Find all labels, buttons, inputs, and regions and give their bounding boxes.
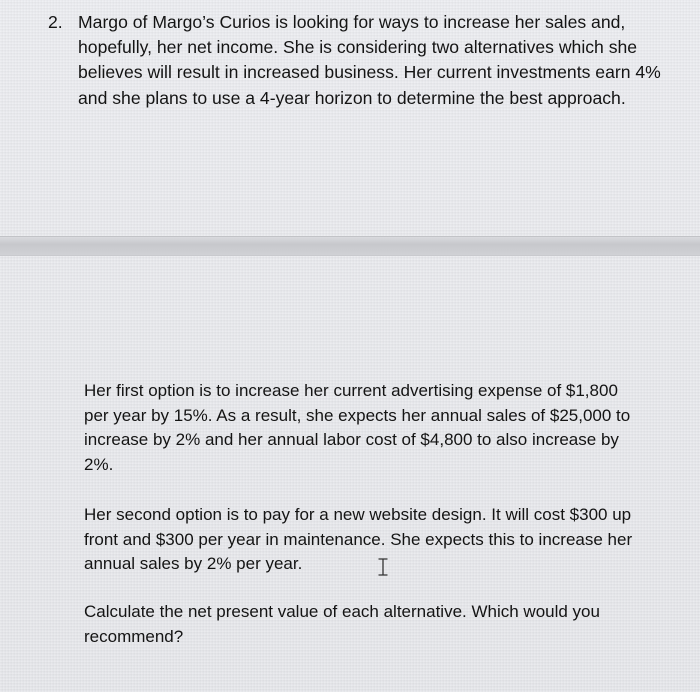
question-paragraph: Calculate the net present value of each alternative. Which would you recommend?	[84, 602, 600, 646]
problem-number: 2.	[48, 12, 63, 32]
problem-intro: Margo of Margo’s Curios is looking for ways to increase her sales and, hopefully, her net income. She is considering two alternatives which she believes will result in increased business. Her current investments earn 4% and she plans to use a 4-year horizon to determine the best approach.	[78, 12, 661, 108]
section-divider	[0, 236, 700, 256]
option-two-paragraph: Her second option is to pay for a new website design. It will cost $300 up front and $300 per year in maintenance. She expects this to increase her annual sales by 2% per year.	[84, 505, 633, 573]
option-one-paragraph: Her first option is to increase her current advertising expense of $1,800 per year by 15%. As a result, she expects her annual sales of $25,000 to increase by 2% and her annual labor cost of $4,800 to also increase by 2%.	[84, 381, 631, 474]
problem-statement	[48, 10, 666, 111]
text-cursor-icon	[378, 558, 388, 576]
